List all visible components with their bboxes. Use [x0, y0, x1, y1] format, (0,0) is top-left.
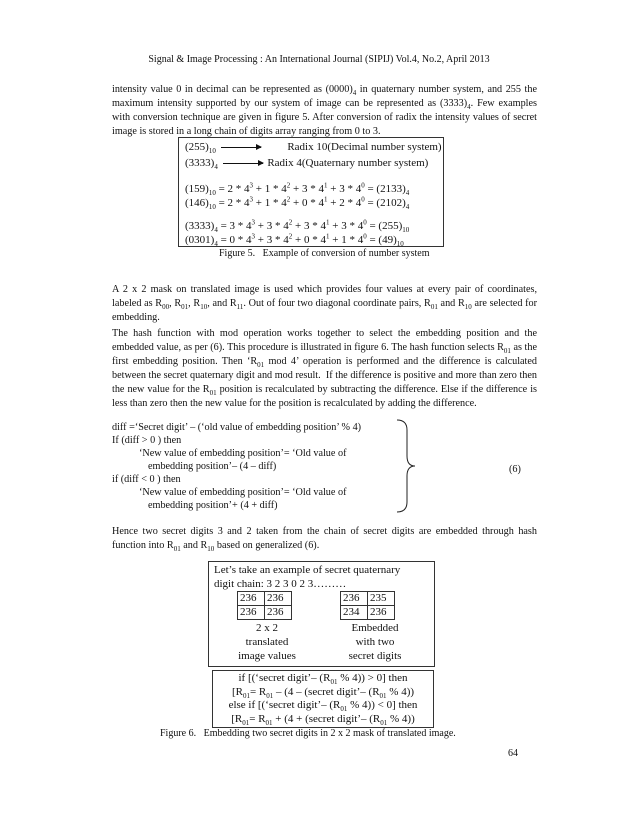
figure-6-caption: Figure 6. Embedding two secret digits in 2 x 2 mask of translated image.	[160, 728, 456, 739]
figure-6-example-box	[208, 561, 435, 667]
radix4-value: $(3333)_4$	[185, 157, 218, 172]
equation-line: embedding position’+ (4 + diff)	[148, 500, 278, 511]
rule-line: [$R_{01}= R_{01} - (4$ – (secret digit’– ($R_{01}$ % 4))	[231, 685, 415, 700]
label-line: Embedded	[351, 622, 399, 634]
rule-line: [$R_{01}= R_{01} + (4$ + (secret digit’– ($R_{01}$ % 4))	[231, 712, 415, 727]
figure-5-caption: Figure 5. Example of conversion of number system	[219, 248, 430, 259]
label-line: translated	[245, 636, 289, 648]
paragraph-mask: A 2 x 2 mask on translated image is used which provides four values at every pair of coordinates, labeled as $R_{00}$, $R_{01}$, $R_{10}$, and $R_{11}$. Out of four two diagonal coordinate pairs, $R_{01}$ and $R_{10}$ are selected for embedding.	[112, 284, 537, 323]
equation-line: diff =‘Secret digit’ – (‘old value of embedding position’ % 4)	[112, 422, 362, 433]
rule-line: if [(‘secret digit’– ($R_{01}$ % 4)) > 0] then	[238, 672, 408, 687]
radix10-row	[185, 141, 442, 156]
radix10-value: $(255)_{10}$	[185, 141, 216, 156]
label-line: secret digits	[348, 650, 402, 662]
paragraph-embedding-result: Hence two secret digits 3 and 2 taken from the chain of secret digits are embedded through hash function into $R_{01}$ and $R_{10}$ based on generalized (6).	[112, 526, 537, 554]
embedded-matrix	[340, 591, 395, 620]
radix4-row	[185, 157, 429, 172]
equation-line: ‘New value of embedding position’= ‘Old value of	[139, 487, 347, 498]
example-intro-line: digit chain: 3 2 3 0 2 3………	[214, 578, 347, 590]
conversion-example-3: $(3333)_4 = 3 * 4^3 + 3 * 4^2 + 3 * 4^1 + 3 * 4^0 = (255)_{10}$	[185, 218, 410, 235]
matrix-cell: 236	[341, 592, 368, 606]
label-line: image values	[238, 650, 296, 662]
equation-line: If (diff > 0 ) then	[112, 435, 182, 446]
example-intro	[214, 563, 400, 591]
conversion-example-1: $(159)_{10} = 2 * 4^3 + 1 * 4^2 + 3 * 4^1 + 3 * 4^0 = (2133)_4$	[185, 181, 410, 198]
radix10-label: Radix 10(Decimal number system)	[287, 141, 442, 153]
equation-number: (6)	[509, 464, 521, 475]
embedded-label	[335, 621, 415, 663]
equation-line: embedding position’– (4 – diff)	[148, 461, 277, 472]
arrow-icon	[221, 147, 261, 148]
matrix-cell: 234	[341, 606, 368, 620]
figure-6-rule-box	[212, 670, 434, 728]
journal-header: Signal & Image Processing : An International Journal (SIPIJ) Vol.4, No.2, April 2013	[148, 54, 490, 65]
matrix-cell: 236	[368, 606, 395, 620]
conversion-example-4: $(0301)_4 = 0 * 4^3 + 3 * 4^2 + 0 * 4^1 + 1 * 4^0 = (49)_{10}$	[185, 232, 404, 249]
embedding-rules	[213, 671, 433, 726]
equation-6	[112, 421, 361, 512]
matrix-cell: 236	[265, 606, 292, 620]
radix4-label: Radix 4(Quaternary number system)	[267, 157, 429, 169]
rule-line: else if [(‘secret digit’– ($R_{01}$ % 4)) < 0] then	[228, 699, 418, 714]
translated-matrix	[237, 591, 292, 620]
label-line: 2 x 2	[256, 622, 278, 634]
matrix-cell: 236	[265, 592, 292, 606]
conversion-example-2: $(146)_{10} = 2 * 4^3 + 1 * 4^2 + 0 * 4^1 + 2 * 4^0 = (2102)_4$	[185, 195, 410, 212]
translated-label	[227, 621, 307, 663]
matrix-cell: 235	[368, 592, 395, 606]
paragraph-radix-intro: intensity value 0 in decimal can be represented as $(0000)_4$ in quaternary number system, and 255 the maximum intensity supported by our system of image can be represented as $(3333)_4$. Few examples with conversion technique are given in figure 5. After conversion of radix the intensity values of secret image is stored in a long chain of digits array ranging from 0 to 3.	[112, 84, 537, 137]
label-line: with two	[355, 636, 395, 648]
matrix-cell: 236	[238, 606, 265, 620]
paragraph-hash-function: The hash function with mod operation works together to select the embedding position and the embedded value, as per (6). This procedure is illustrated in figure 6. The hash function selects $R_{01}$ as the first embedding position. Then ‘$R_{01}$ mod 4’ operation is performed and the difference is calculated between the secret quaternary digit and mod result. If the difference is positive and more than zero then the new value for the $R_{01}$ position is recalculated by subtracting the difference. Else if the difference is less than zero then the new value for the position is recalculated by adding the difference.	[112, 328, 537, 409]
matrix-cell: 236	[238, 592, 265, 606]
example-intro-line: Let’s take an example of secret quaternary	[214, 564, 401, 576]
equation-line: ‘New value of embedding position’= ‘Old value of	[139, 448, 347, 459]
equation-line: if (diff < 0 ) then	[112, 474, 181, 485]
arrow-icon	[223, 163, 263, 164]
figure-5-box	[178, 137, 444, 247]
right-brace-icon	[395, 418, 417, 514]
page-number: 64	[508, 748, 518, 759]
